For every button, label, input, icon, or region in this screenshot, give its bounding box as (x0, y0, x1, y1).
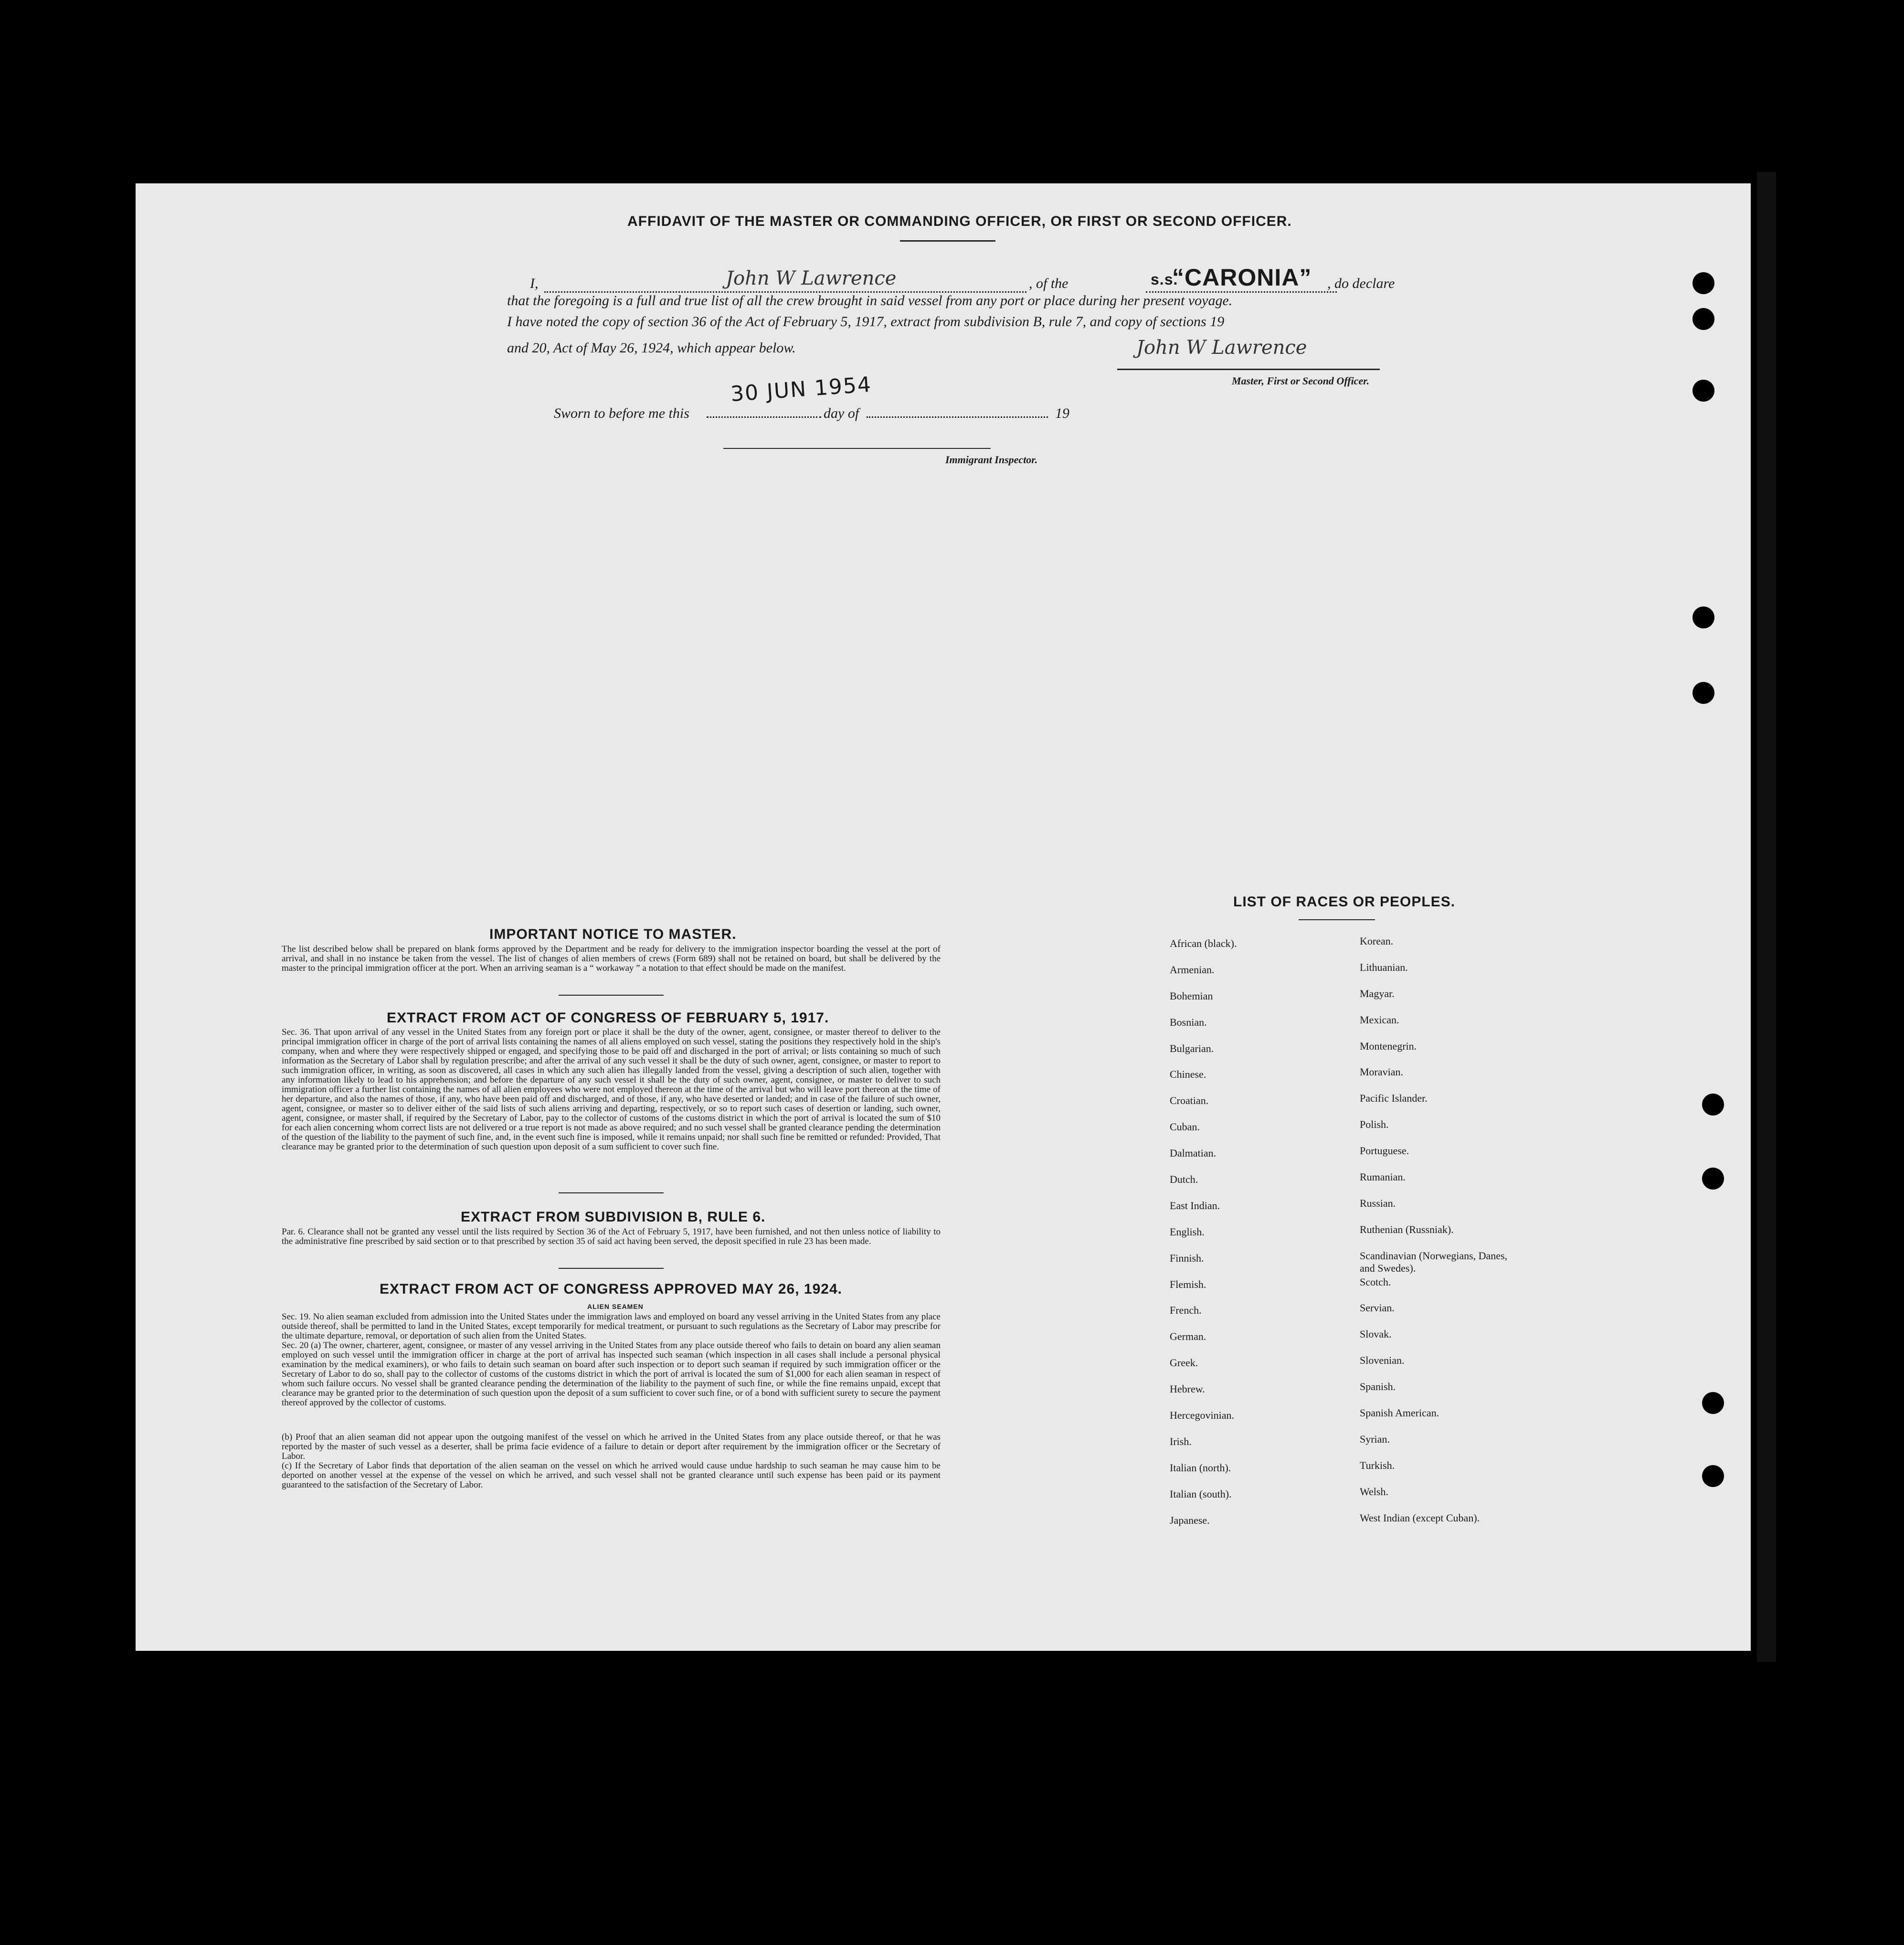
race-item: Italian (south). (1170, 1488, 1232, 1500)
vessel-prefix: s.s. (1151, 271, 1178, 288)
race-item: East Indian. (1170, 1199, 1220, 1212)
race-item: Montenegrin. (1360, 1040, 1417, 1052)
extract-1924-title: EXTRACT FROM ACT OF CONGRESS APPROVED MAY 26, 1924. (380, 1281, 842, 1297)
affidavit-of-the: , of the (1029, 276, 1068, 291)
race-item: Spanish American. (1360, 1407, 1439, 1419)
race-item: Syrian. (1360, 1433, 1390, 1445)
extract-1924-sec20a: Sec. 20 (a) The owner, charterer, agent, consignee, or master of any vessel arriving in the United States from any place outside thereof who fails to detain on board any alien seaman employed on such vessel until the immigration officer in charge at the port of arrival has inspected such seaman (which inspection in all cases shall include a personal physical examination by the medical examiners), or who fails to detain such seaman on board after such inspection or to deport such seaman if required by such immigration officer or the Secretary of Labor to do so, shall pay to the collector of customs of the customs district in which the port of arrival is located the sum of $1,000 for each alien seaman in respect of whom such failure occurs. No vessel shall be granted clearance pending the determination of the liability to the payment of such fine, or while the fine remains unpaid, except that clearance may be granted prior to the determination of such question upon the deposit of a sum sufficient to cover such fine, or of a bond with sufficient surety to secure the payment thereof approved by the collector of customs. (282, 1340, 941, 1408)
race-item: Bulgarian. (1170, 1042, 1214, 1054)
race-item: West Indian (except Cuban). (1360, 1511, 1480, 1524)
race-item: Croatian. (1170, 1095, 1209, 1107)
race-item: Scotch. (1360, 1275, 1391, 1288)
binder-hole (1702, 1465, 1724, 1487)
scan-edge-shadow (1757, 172, 1776, 1662)
race-item: Bosnian. (1170, 1016, 1207, 1028)
binder-hole (1692, 682, 1714, 704)
notice-divider (559, 995, 664, 996)
affidavit-do-declare: , do declare (1327, 276, 1395, 291)
race-item: Scandinavian (Norwegians, Danes, and Swedes). (1360, 1249, 1508, 1274)
race-item: Moravian. (1360, 1066, 1404, 1078)
notice-title: IMPORTANT NOTICE TO MASTER. (489, 926, 737, 942)
race-item: Japanese. (1170, 1514, 1210, 1526)
race-item: Pacific Islander. (1360, 1092, 1428, 1105)
notice-body: The list described below shall be prepared on blank forms approved by the Department and be ready for delivery to the immigration inspector boarding the vessel at the port of arrival, and shall in no instance be taken from the vessel. The list of changes of alien members of crews (Form 689) shall not be retained on board, but shall be delivered by the master to the principal immigration officer at the port. When an arriving seaman is a “ workaway ” a notation to that effect should be made on the manifest. (282, 944, 941, 973)
race-item: Lithuanian. (1360, 961, 1408, 973)
binder-hole (1692, 272, 1714, 294)
binder-hole (1702, 1094, 1724, 1116)
year-prefix: 19 (1055, 405, 1069, 421)
race-item: Dalmatian. (1170, 1147, 1216, 1159)
races-left-column (1170, 937, 1237, 1540)
race-item: French. (1170, 1304, 1202, 1317)
race-item: Mexican. (1360, 1013, 1399, 1026)
race-item: Hercegovinian. (1170, 1409, 1234, 1422)
race-item: Servian. (1360, 1302, 1395, 1314)
affidavit-line-4: and 20, Act of May 26, 1924, which appear below. (507, 340, 796, 356)
extract-1924-sec19: Sec. 19. No alien seaman excluded from admission into the United States under the immigration laws and employed on board any vessel arriving in the United States from any place outside thereof, shall be permitted to land in the United States, except temporarily for medical treatment, or pursuant to such regulations as the Secretary of Labor may prescribe for the ultimate departure, removal, or deportation of such alien from the United States. (282, 1312, 941, 1341)
affidavit-line-2: that the foregoing is a full and true list of all the crew brought in said vessel from any port or place during her present voyage. (507, 293, 1233, 308)
race-item: Bohemian (1170, 989, 1213, 1002)
extract-1924-subtitle: ALIEN SEAMEN (587, 1303, 644, 1310)
extract-1924-sec20c: (c) If the Secretary of Labor finds that deportation of the alien seaman on the vessel on which he arrived would cause undue hardship to such seaman he may cause him to be deported on another vessel at the expense of the vessel on which he arrived, and such vessel shall not be granted clearance until such expense has been paid or its payment guaranteed to the satisfaction of the Secretary of Labor. (282, 1461, 941, 1490)
handwritten-signature: John W Lawrence (1136, 337, 1307, 359)
sworn-day-line (707, 416, 821, 418)
rule6-title: EXTRACT FROM SUBDIVISION B, RULE 6. (461, 1209, 766, 1225)
races-title-underline (1299, 919, 1375, 920)
race-item: Spanish. (1360, 1381, 1396, 1393)
race-item: Flemish. (1170, 1278, 1206, 1290)
race-item: Portuguese. (1360, 1145, 1409, 1157)
binder-hole (1692, 606, 1714, 628)
race-item: Slovenian. (1360, 1354, 1405, 1367)
sworn-month-line (867, 416, 1048, 418)
race-item: English. (1170, 1225, 1205, 1238)
inspector-caption: Immigrant Inspector. (945, 454, 1038, 466)
binder-hole (1692, 308, 1714, 330)
extract-1917-body: Sec. 36. That upon arrival of any vessel in the United States from any foreign port or place it shall be the duty of the owner, agent, consignee, or master thereof to deliver to the principal immigration officer in charge of the port of arrival lists containing the names of all aliens employed on such vessel, stating the positions they respectively hold in the ship's company, when and where they were respectively shipped or engaged, and specifying those to be paid off and discharged in the port of arrival; or lists containing so much of such information as the Secretary of Labor shall by regulation prescribe; and after the arrival of any such vessel it shall be the duty of such owner, agent, consignee, or master to report to such immigration officer, in writing, as soon as discovered, all cases in which any such alien has illegally landed from the vessel, giving a description of such alien, together with any information likely to lead to his apprehension; and before the departure of any such vessel it shall be the duty of such owner, agent, consignee, or master to deliver to such immigration officer a further list containing the names of all alien employees who were not employed thereon at the time of the arrival but who will leave port thereon at the time of her departure, and also the names of those, if any, who have been paid off and discharged, and of those, if any, who have deserted or landed; and in case of the failure of such owner, agent, consignee, or master so to deliver either of the said lists of such aliens arriving and departing, respectively, or so to report such cases of desertion or landing, such owner, agent, consignee, or master shall, if required by the Secretary of Labor, pay to the collector of customs of the customs district in which the port of arrival is located the sum of $10 for each alien concerning whom correct lists are not delivered or a true report is not made as above required; and no such vessel shall be granted clearance pending the determination of the question of the liability to the payment of such fine, and, in the event such fine is imposed, while it remains unpaid; nor shall such fine be remitted or refunded: Provided, That clearance may be granted prior to the determination of such question upon deposit of a sum sufficient to cover such fine. (282, 1027, 941, 1152)
race-item: Dutch. (1170, 1173, 1198, 1186)
race-item: Ruthenian (Russniak). (1360, 1223, 1454, 1235)
rule6-divider (559, 1268, 664, 1269)
extract-1917-title: EXTRACT FROM ACT OF CONGRESS OF FEBRUARY 5, 1917. (387, 1010, 829, 1026)
rule6-body: Par. 6. Clearance shall not be granted any vessel until the lists required by Section 36 of the Act of February 5, 1917, have been furnished, and not then unless notice of liability to the administrative fine prescribed by said section or to that prescribed by section 35 of said act having been served, the deposit specified in rule 23 has been made. (282, 1227, 941, 1246)
race-item: Armenian. (1170, 963, 1215, 976)
race-item: Chinese. (1170, 1068, 1206, 1081)
race-item: Cuban. (1170, 1121, 1200, 1133)
binder-hole (1702, 1168, 1724, 1190)
master-caption: Master, First or Second Officer. (1232, 375, 1370, 387)
extract-1917-divider (559, 1192, 664, 1193)
affidavit-line-3: I have noted the copy of section 36 of the Act of February 5, 1917, extract from subdivision B, rule 7, and copy of sections 19 (507, 314, 1225, 329)
vessel-name: “CARONIA” (1172, 264, 1312, 291)
extract-1924-sec20b: (b) Proof that an alien seaman did not appear upon the outgoing manifest of the vessel on which he arrived in the United States from any place outside thereof, or that he was reported by the master of such vessel as a deserter, shall be prima facie evidence of a failure to detain or deport after requirement by the immigration officer or the Secretary of Labor. (282, 1432, 941, 1461)
signature-line (1117, 369, 1380, 370)
date-stamp: 30 JUN 1954 (730, 372, 873, 407)
title-underline (900, 240, 995, 242)
day-of-text: day of (824, 405, 859, 421)
race-item: Welsh. (1360, 1485, 1388, 1498)
binder-hole (1692, 380, 1714, 402)
race-item: Magyar. (1360, 987, 1395, 999)
race-item: Greek. (1170, 1357, 1198, 1369)
inspector-signature-line (723, 448, 991, 449)
race-item: Turkish. (1360, 1459, 1395, 1471)
race-item: Irish. (1170, 1435, 1192, 1447)
race-item: Korean. (1360, 935, 1394, 947)
race-item: Rumanian. (1360, 1171, 1406, 1183)
race-item: African (black). (1170, 937, 1237, 949)
race-item: Finnish. (1170, 1252, 1204, 1264)
races-title: LIST OF RACES OR PEOPLES. (1233, 894, 1456, 910)
affidavit-i-prefix: I, (530, 276, 539, 291)
affidavit-title: AFFIDAVIT OF THE MASTER OR COMMANDING OFFICER, OR FIRST OR SECOND OFFICER. (627, 213, 1292, 229)
race-item: Slovak. (1360, 1328, 1392, 1340)
sworn-text: Sworn to before me this (554, 405, 689, 421)
races-right-column (1360, 935, 1517, 1538)
binder-hole (1702, 1392, 1724, 1414)
race-item: Italian (north). (1170, 1461, 1231, 1474)
handwritten-signature-name: John W Lawrence (726, 267, 897, 289)
race-item: Polish. (1360, 1118, 1389, 1131)
race-item: Russian. (1360, 1197, 1396, 1209)
race-item: Hebrew. (1170, 1383, 1205, 1395)
race-item: German. (1170, 1330, 1206, 1343)
